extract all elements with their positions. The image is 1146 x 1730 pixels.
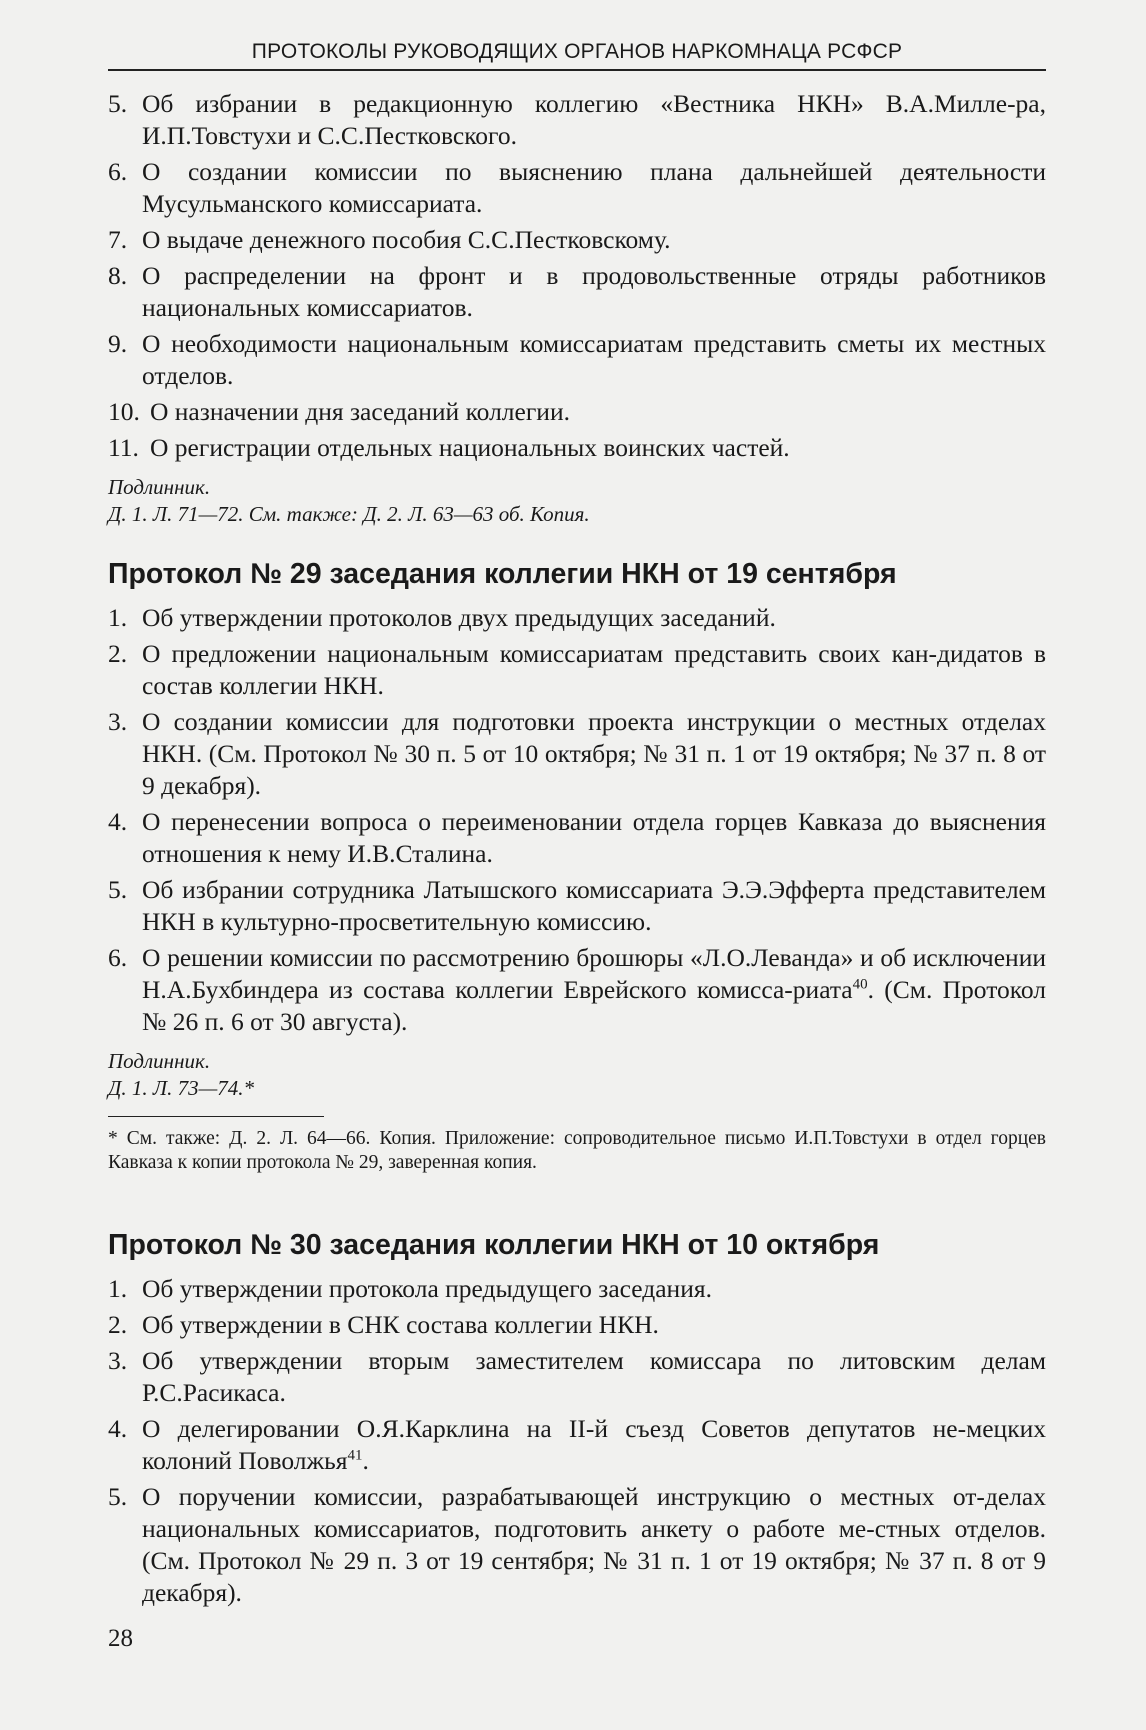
page-content	[108, 88, 1046, 1613]
list-item: 5. Об избрании в редакционную коллегию «Вестника НКН» В.А.Милле-ра, И.П.Товстухи и С.С.Пестковского.	[108, 89, 1046, 150]
list-item: 6. О создании комиссии по выяснению плана дальнейшей деятельности Мусульманского комиссариата.	[108, 157, 1046, 218]
list-item: 2. Об утверждении в СНК состава коллегии НКН.	[108, 1310, 659, 1339]
list-item: 4. О перенесении вопроса о переименовании отдела горцев Кавказа до выяснения отношения к нему И.В.Сталина.	[108, 807, 1046, 868]
source-reference: Д. 1. Л. 73—74.*	[108, 1076, 255, 1100]
list-item: 6. О решении комиссии по рассмотрению брошюры «Л.О.Леванда» и об исключении Н.А.Бухбиндера из состава коллегии Еврейского комисса-риата$^{40}$. (См. Протокол № 26 п. 6 от 30 августа).	[108, 943, 1046, 1036]
source-label: Подлинник.	[108, 1049, 211, 1073]
list-item: 8. О распределении на фронт и в продовольственные отряды работников национальных комиссариатов.	[108, 261, 1046, 322]
list-item: 2. О предложении национальным комиссариатам представить своих кан-дидатов в состав коллегии НКН.	[108, 639, 1046, 700]
prev-source-note	[108, 474, 1046, 528]
list-item: 10. О назначении дня заседаний коллегии.	[108, 397, 570, 426]
running-header: ПРОТОКОЛЫ РУКОВОДЯЩИХ ОРГАНОВ НАРКОМНАЦА РСФСР	[251, 40, 903, 63]
footnote-ref-41: 41	[347, 1447, 363, 1464]
list-item: 4. О делегировании О.Я.Карклина на II-й съезд Советов депутатов не-мецких колоний Поволжья$^{41}$.	[108, 1414, 1046, 1475]
list-item: 1. Об утверждении протоколов двух предыдущих заседаний.	[108, 603, 776, 632]
source-label: Подлинник.	[108, 475, 211, 499]
protocol-29-title: Протокол № 29 заседания коллегии НКН от 19 сентября	[108, 558, 897, 590]
protocol-29-source-note	[108, 1048, 1046, 1102]
prev-protocol-items	[108, 88, 1046, 464]
footnote: * См. также: Д. 2. Л. 64—66. Копия. Приложение: сопроводительное письмо И.П.Товстухи в отдел горцев Кавказа к копии протокола № 29, заверенная копия.	[108, 1128, 1046, 1173]
list-item: 7. О выдаче денежного пособия С.С.Пестковскому.	[108, 225, 671, 254]
protocol-30-items	[108, 1273, 1046, 1609]
list-item: 11. О регистрации отдельных национальных воинских частей.	[108, 433, 790, 462]
list-item: 5. Об избрании сотрудника Латышского комиссариата Э.Э.Эфферта представителем НКН в культурно-просветительную комиссию.	[108, 875, 1046, 936]
footnote-ref-40: 40	[852, 976, 868, 993]
source-reference: Д. 1. Л. 71—72. См. также: Д. 2. Л. 63—63 об. Копия.	[108, 502, 590, 526]
header-rule	[108, 69, 1046, 71]
protocol-30-title: Протокол № 30 заседания коллегии НКН от 10 октября	[108, 1229, 880, 1261]
page-number: 28	[108, 1625, 133, 1652]
list-item: 3. О создании комиссии для подготовки проекта инструкции о местных отделах НКН. (См. Протокол № 30 п. 5 от 10 октября; № 31 п. 1 от 19 октября; № 37 п. 8 от 9 декабря).	[108, 707, 1046, 800]
list-item: 5. О поручении комиссии, разрабатывающей инструкцию о местных от-делах национальных комиссариатов, подготовить анкету о работе ме-стных отделов. (См. Протокол № 29 п. 3 от 19 сентября; № 31 п. 1 от 19 октября; № 37 п. 8 от 9 декабря).	[108, 1482, 1046, 1607]
protocol-29-items	[108, 602, 1046, 1038]
footnote-rule	[108, 1116, 324, 1117]
list-item: 1. Об утверждении протокола предыдущего заседания.	[108, 1274, 712, 1303]
list-item: 9. О необходимости национальным комиссариатам представить сметы их местных отделов.	[108, 329, 1046, 390]
list-item: 3. Об утверждении вторым заместителем комиссара по литовским делам Р.С.Расикаса.	[108, 1346, 1046, 1407]
